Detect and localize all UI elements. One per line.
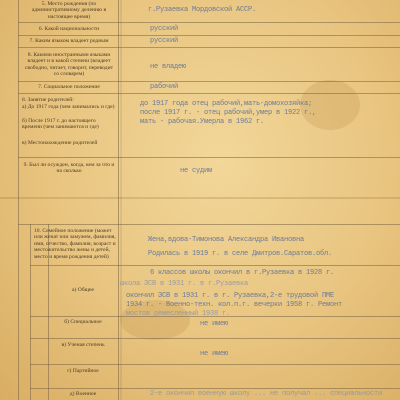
row-label: б) После 1917 г. до настоящего времени (чем занимаются и где) xyxy=(22,118,99,131)
row-divider xyxy=(30,388,400,389)
row-label: 7. Социальное положение xyxy=(38,84,100,90)
row-divider xyxy=(18,93,400,94)
row-divider xyxy=(30,338,400,339)
row-label: 5. Место рождения (по административному делению в настоящее время) xyxy=(31,1,107,20)
row-divider xyxy=(30,364,400,365)
row-value: русский xyxy=(150,37,179,45)
row-divider xyxy=(18,22,400,23)
row-value: 6 классов школы окончил в г.Рузаевка в 1928 г. xyxy=(150,269,335,277)
row-label: а) Общее xyxy=(72,287,94,293)
row-label: 8. Какими иностранными языками владеет и в какой степени (владеет свободно, читает, говорит, переводит со словарем) xyxy=(24,52,114,78)
row-divider xyxy=(18,81,400,82)
row-label: 9. Был ли осужден, когда, кем за что и на сколько xyxy=(23,162,115,175)
row-value: не имею xyxy=(200,320,229,328)
row-divider xyxy=(18,35,400,36)
row-value: Жена,вдова-Тимонова Александра Ивановна xyxy=(148,236,305,244)
row-value: не владею xyxy=(150,63,187,71)
row-value: Родилась в 1919 г. в селе Дмитров.Саратов.обл. xyxy=(148,250,333,258)
row-label: в) Ученая степень xyxy=(61,342,105,348)
row-value: не имею xyxy=(200,350,229,358)
row-label: 8. Занятие родителей: xyxy=(22,97,74,103)
row-value: русский xyxy=(150,25,179,33)
education-divider xyxy=(30,224,31,400)
row-label: в) Местонахождение родителей xyxy=(22,140,98,146)
row-value: не судим xyxy=(180,167,213,175)
row-divider xyxy=(30,265,400,266)
row-value: 2-е окончил военную школу ... не получал ... специальности xyxy=(150,390,383,398)
row-label: д) Военное xyxy=(69,391,97,397)
row-divider xyxy=(18,224,400,225)
column-divider xyxy=(118,0,119,400)
vertical-fold xyxy=(120,0,122,400)
row-value: до 1917 года отец рабочий,мать-домохозяйка; xyxy=(140,100,313,108)
row-value: мать - рабочая.Умерла в 1962 г. xyxy=(140,118,265,126)
row-label: 6. Какой национальности xyxy=(38,26,100,32)
fold-line xyxy=(0,197,400,199)
row-value: после 1917 г. - отец рабочий,умер в 1922 г., xyxy=(140,109,317,117)
row-label: б) Специальное xyxy=(64,319,102,325)
row-label: 10. Семейное положение (может или женат или замужем, фамилия, имя, отчество, фамилия, возраст и местожительство жены и детей, место и время рождения детей) xyxy=(34,228,116,260)
row-label: 7. Каким языком владеет родным xyxy=(29,38,109,44)
row-value: рабочий xyxy=(150,83,179,91)
row-value: мостов ремесленный 1938 г. xyxy=(126,310,231,318)
row-value: г.Рузаевка Мордовской АССР. xyxy=(148,6,257,14)
row-value: окончил ЗСВ в 1931 г. в г. Рузаевка,2-е трудовой ПМЕ xyxy=(126,292,335,300)
row-label: г) Партийное xyxy=(67,368,99,374)
row-value: школа ЗСВ в 1931 г. в г.Рузаевка xyxy=(120,280,249,288)
row-divider xyxy=(18,157,400,158)
row-label: а) До 1917 года (чем занимались и где) xyxy=(22,104,115,110)
row-divider xyxy=(18,47,400,48)
row-value: 1934 г. - Военно-техн. кол.п.г. вечерки 1958 г. Ремонт xyxy=(126,301,343,309)
table-border-left xyxy=(18,0,19,400)
